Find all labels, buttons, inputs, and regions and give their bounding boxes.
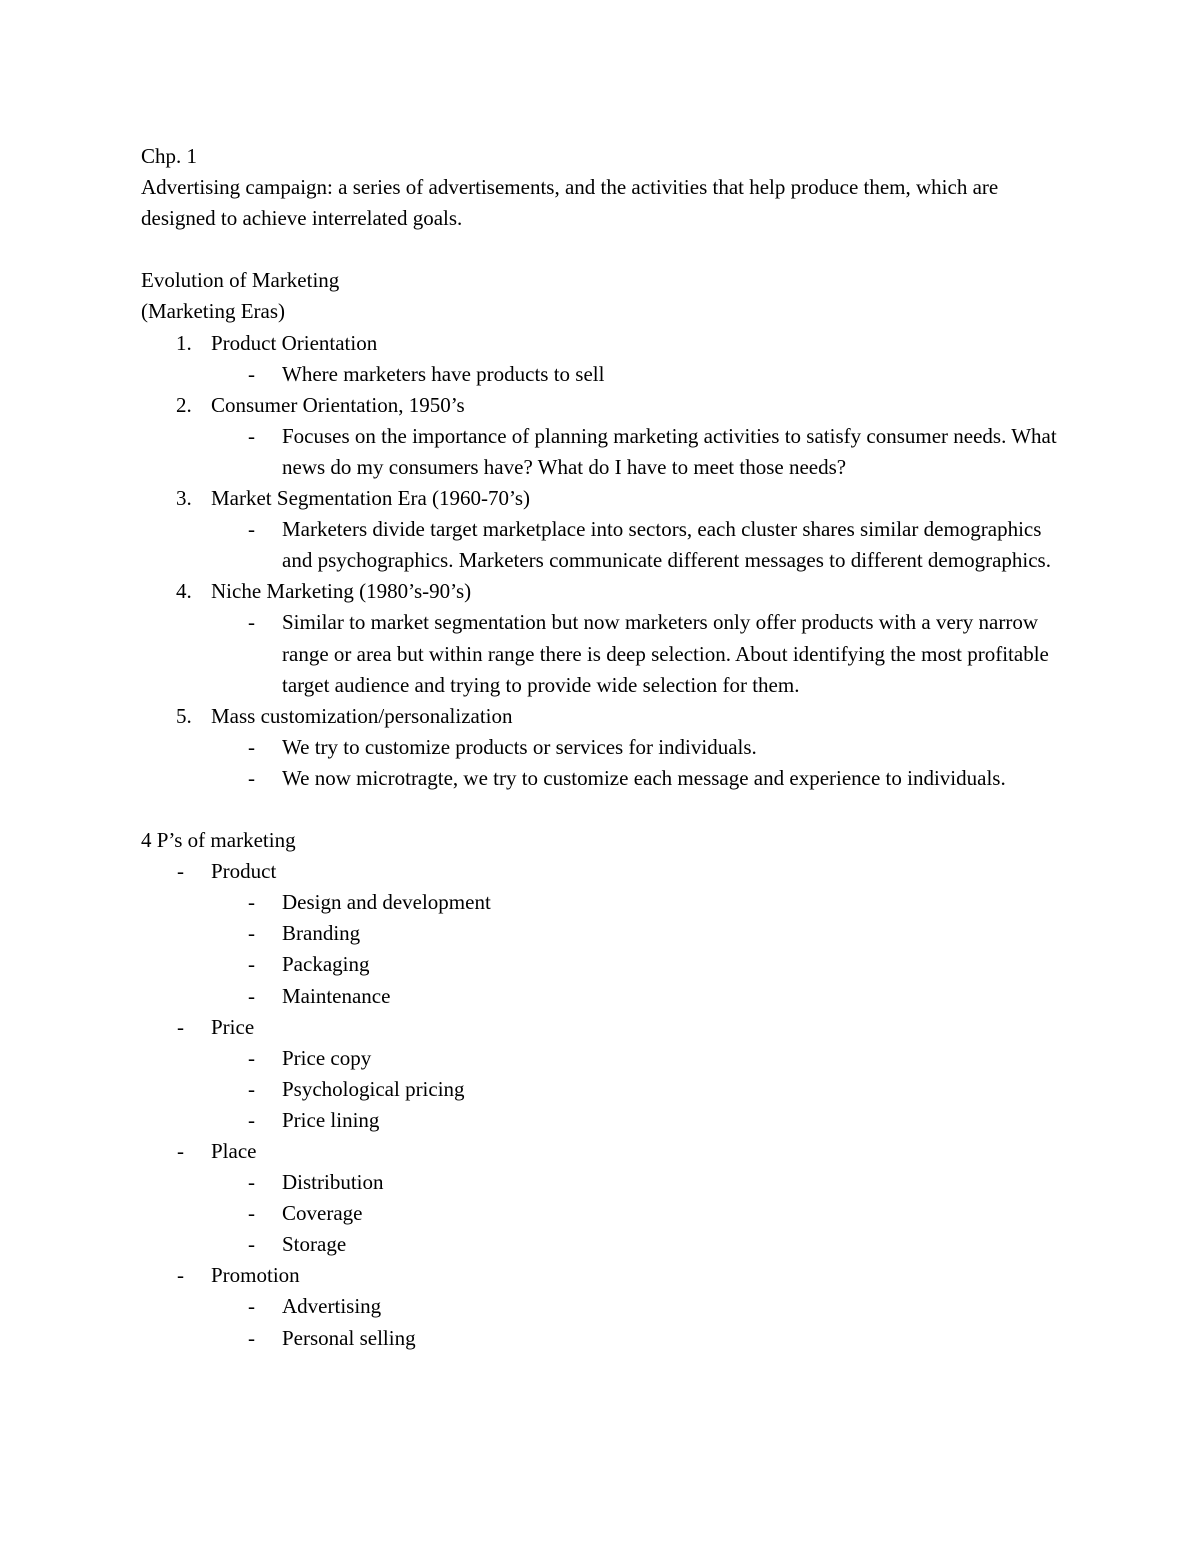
- era-title: Consumer Orientation, 1950’s: [211, 392, 465, 417]
- chapter-heading: Chp. 1: [141, 144, 198, 168]
- dash-bullet: -: [177, 1014, 184, 1039]
- four-ps-subitem: [141, 1167, 1071, 1198]
- era-title: Product Orientation: [211, 330, 378, 355]
- era-title: Niche Marketing (1980’s-90’s): [211, 579, 472, 604]
- four-ps-subitem-text: Price copy: [282, 1045, 372, 1070]
- dash-bullet: -: [248, 1045, 255, 1070]
- four-ps-item: [141, 1260, 1071, 1291]
- dash-bullet: -: [248, 1076, 255, 1101]
- dash-bullet: -: [248, 1294, 255, 1319]
- era-point-text: We try to customize products or services for individuals.: [282, 734, 757, 759]
- four-ps-item-name: Price: [211, 1014, 255, 1039]
- four-ps-item-name: Place: [211, 1139, 257, 1163]
- era-number: 5.: [176, 703, 192, 728]
- era-point: [141, 607, 1062, 700]
- evolution-heading: Evolution of Marketing: [141, 268, 340, 293]
- four-ps-subitem-text: Distribution: [282, 1170, 384, 1195]
- era-number: 3.: [176, 486, 192, 511]
- dash-bullet: -: [177, 1263, 184, 1288]
- four-ps-subitem-text: Personal selling: [282, 1325, 416, 1350]
- dash-bullet: -: [248, 1201, 255, 1226]
- dash-bullet: -: [248, 734, 255, 759]
- spacer: [141, 794, 1071, 825]
- dash-bullet: -: [248, 1325, 255, 1350]
- era-point: [141, 421, 1062, 483]
- eras-list: [141, 328, 1071, 794]
- era-title: Market Segmentation Era (1960-70’s): [211, 486, 530, 511]
- four-ps-subitem: [141, 918, 1071, 949]
- four-ps-subitem: [141, 1043, 1071, 1074]
- spacer: [141, 234, 1071, 265]
- four-ps-subitem-text: Packaging: [282, 952, 370, 977]
- four-ps-subitem-text: Branding: [282, 921, 361, 946]
- four-ps-subitem-text: Psychological pricing: [282, 1076, 465, 1101]
- era-point: [141, 514, 1062, 576]
- dash-bullet: -: [248, 983, 255, 1008]
- four-ps-list: [141, 856, 1071, 1354]
- dash-bullet: -: [248, 765, 255, 790]
- evolution-subheading: (Marketing Eras): [141, 299, 286, 324]
- dash-bullet: -: [248, 361, 255, 386]
- four-ps-subitem-text: Coverage: [282, 1201, 363, 1226]
- dash-bullet: -: [248, 890, 255, 915]
- era-number: 4.: [176, 579, 192, 604]
- four-ps-subitem-text: Price lining: [282, 1107, 380, 1132]
- era-item: [141, 701, 1071, 732]
- four-ps-subitem: [141, 1323, 1071, 1354]
- four-ps-item: [141, 856, 1071, 887]
- era-point-text: Marketers divide target marketplace into sectors, each cluster shares similar demographics and psychographics. Marketers communicate different messages to different demographics.: [282, 517, 1051, 573]
- era-point-text: We now microtragte, we try to customize each message and experience to individuals.: [282, 765, 1006, 790]
- era-number: 2.: [176, 392, 192, 417]
- definition-paragraph: Advertising campaign: a series of advertisements, and the activities that help produce them, which are designed to achieve interrelated goals.: [141, 175, 999, 231]
- dash-bullet: -: [248, 1107, 255, 1132]
- four-ps-subitem-text: Maintenance: [282, 983, 391, 1008]
- era-point: [141, 763, 1062, 794]
- four-ps-subitem-text: Storage: [282, 1232, 347, 1257]
- dash-bullet: -: [248, 1170, 255, 1195]
- era-point-text: Where marketers have products to sell: [282, 361, 605, 386]
- era-item: [141, 576, 1071, 607]
- dash-bullet: -: [248, 952, 255, 977]
- four-ps-subitem-text: Advertising: [282, 1294, 382, 1319]
- dash-bullet: -: [248, 517, 255, 542]
- four-ps-subitem: [141, 949, 1071, 980]
- four-ps-subitem: [141, 1105, 1071, 1136]
- era-item: [141, 328, 1071, 359]
- era-number: 1.: [176, 330, 192, 355]
- four-ps-subitem: [141, 1198, 1071, 1229]
- era-point-text: Similar to market segmentation but now marketers only offer products with a very narrow range or area but within range there is deep selection. About identifying the most profitable target audience and trying to provide wide selection for them.: [282, 610, 1049, 697]
- dash-bullet: -: [248, 1232, 255, 1257]
- era-point: [141, 732, 1062, 763]
- four-ps-item: [141, 1012, 1071, 1043]
- four-ps-subitem: [141, 1291, 1071, 1322]
- four-ps-subitem-text: Design and development: [282, 890, 491, 915]
- four-ps-subitem: [141, 887, 1071, 918]
- four-ps-item-name: Product: [211, 859, 277, 884]
- era-point-text: Focuses on the importance of planning marketing activities to satisfy consumer needs. What news do my consumers have? What do I have to meet those needs?: [282, 423, 1057, 479]
- four-ps-item: [141, 1136, 1071, 1167]
- four-ps-heading: 4 P’s of marketing: [141, 828, 296, 853]
- dash-bullet: -: [177, 859, 184, 884]
- four-ps-subitem: [141, 981, 1071, 1012]
- dash-bullet: -: [177, 1139, 184, 1163]
- era-point: [141, 359, 1062, 390]
- document-body: [141, 141, 1071, 1354]
- era-title: Mass customization/personalization: [211, 703, 513, 728]
- four-ps-item-name: Promotion: [211, 1263, 300, 1288]
- era-item: [141, 390, 1071, 421]
- dash-bullet: -: [248, 423, 255, 448]
- four-ps-subitem: [141, 1229, 1071, 1260]
- dash-bullet: -: [248, 610, 255, 635]
- era-item: [141, 483, 1071, 514]
- four-ps-subitem: [141, 1074, 1071, 1105]
- dash-bullet: -: [248, 921, 255, 946]
